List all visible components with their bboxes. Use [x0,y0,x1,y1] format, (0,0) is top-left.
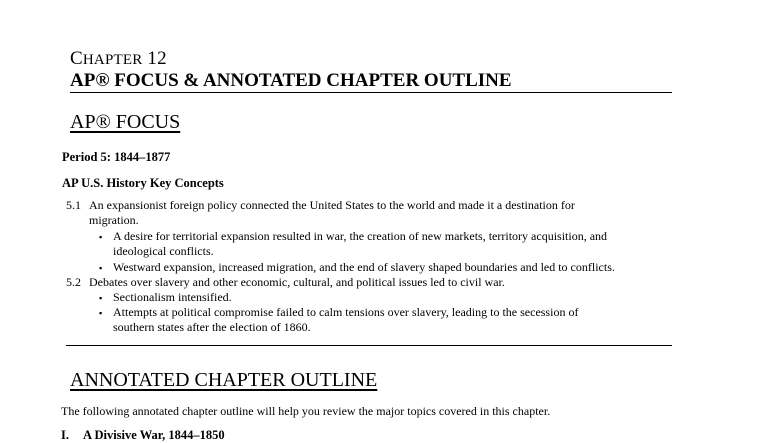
section-title-text: A Divisive War, 1844–1850 [83,428,225,442]
concept-number: 5.2 [66,275,81,289]
concept-bullet: A desire for territorial expansion resulted in war, the creation of new markets, territory acquisition, and [113,229,608,243]
annotated-outline-heading: ANNOTATED CHAPTER OUTLINE [70,369,378,391]
bullet-icon: ▪ [99,308,103,318]
concept-bullet: Westward expansion, increased migration, and the end of slavery shaped boundaries and led to conflicts. [113,260,615,274]
concept-number: 5.1 [66,198,81,212]
concept-bullet-cont: ideological conflicts. [113,244,214,258]
title-rule [70,92,672,93]
concept-bullet-cont: southern states after the election of 1860. [113,320,311,334]
period-label: Period 5: 1844–1877 [62,150,171,164]
bullet-icon: ▪ [99,293,103,303]
concept-bullet: Sectionalism intensified. [113,290,232,304]
chapter-title: AP® FOCUS & ANNOTATED CHAPTER OUTLINE [70,70,512,91]
key-concepts-heading: AP U.S. History Key Concepts [62,176,224,190]
outline-intro: The following annotated chapter outline will help you review the major topics covered in this chapter. [61,404,551,418]
chapter-number: 12 [147,48,167,69]
concept-bullet: Attempts at political compromise failed to calm tensions over slavery, leading to the secession of [113,305,579,319]
chapter-label [70,48,167,70]
bullet-icon: ▪ [99,232,103,242]
bullet-icon: ▪ [99,263,103,273]
chapter-label-rest: HAPTER [82,52,143,68]
section-divider [66,345,672,346]
concept-text: An expansionist foreign policy connected the United States to the world and made it a destination for [89,198,575,212]
concept-text-cont: migration. [89,213,139,227]
section-numeral: I. [61,428,69,442]
chapter-label-initial: C [70,48,83,69]
ap-focus-heading: AP® FOCUS [70,111,181,133]
concept-text: Debates over slavery and other economic, cultural, and political issues led to civil war. [89,275,505,289]
